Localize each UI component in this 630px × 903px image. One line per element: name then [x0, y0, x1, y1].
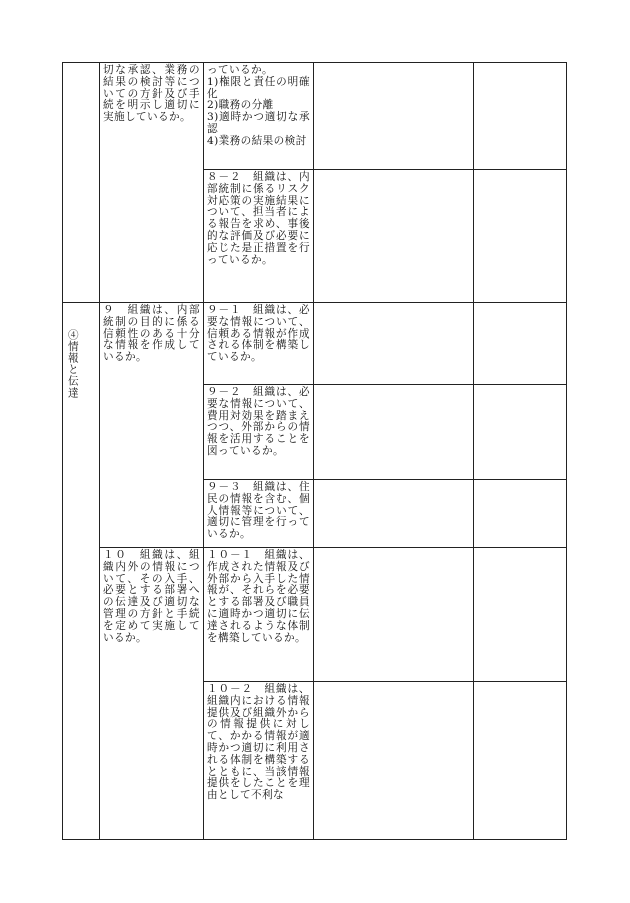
- evaluation-detail-8-1: っているか。 1)権限と責任の明確化 2)職務の分離 3)適時かつ適切な承認 4)業務の結果の検討: [204, 63, 314, 170]
- evaluation-detail-9-1: ９－１ 組織は、必要な情報について、信頼ある情報が作成される体制を構築しているか。: [204, 303, 314, 385]
- evaluation-detail-10-2: １０－２ 組織は、組織内における情報提供及び組織外からの情報提供に対して、かかる情報が適時かつ適切に利用される体制を構築するとともに、当該情報提供をしたことを理由として不利な: [204, 682, 314, 840]
- evaluation-table: [62, 62, 567, 840]
- evaluation-detail-9-2: ９－２ 組織は、必要な情報について、費用対効果を踏まえつつ、外部からの情報を活用することを図っているか。: [204, 385, 314, 480]
- evaluation-detail-9-3: ９－３ 組織は、住民の情報を含む、個人情報等について、適切に管理を行っているか。: [204, 480, 314, 548]
- evaluation-item-9: ９ 組織は、内部統制の目的に係る信頼性のある十分な情報を作成しているか。: [100, 303, 204, 548]
- table-row: [63, 548, 567, 682]
- table-row: [63, 303, 567, 385]
- evaluation-detail-10-1: １０－１ 組織は、作成された情報及び外部から入手した情報が、それらを必要とする部署及び職員に適時かつ適切に伝達されるような体制を構築しているか。: [204, 548, 314, 682]
- remarks-cell: [474, 548, 567, 682]
- remarks-cell: [474, 682, 567, 840]
- notes-cell: [314, 682, 474, 840]
- remarks-cell: [474, 170, 567, 303]
- notes-cell: [314, 63, 474, 170]
- table-row: [63, 63, 567, 170]
- notes-cell: [314, 303, 474, 385]
- category-label: ④情報と伝達: [66, 328, 79, 399]
- remarks-cell: [474, 303, 567, 385]
- evaluation-item-8: 切な承認、業務の結果の検討等についての方針及び手続を明示し適切に実施しているか。: [100, 63, 204, 303]
- notes-cell: [314, 385, 474, 480]
- category-information-communication: [63, 303, 100, 840]
- notes-cell: [314, 480, 474, 548]
- notes-cell: [314, 170, 474, 303]
- evaluation-detail-8-2: ８－２ 組織は、内部統制に係るリスク対応策の実施結果について、担当者による報告を求め、事後的な評価及び必要に応じた是正措置を行っているか。: [204, 170, 314, 303]
- remarks-cell: [474, 63, 567, 170]
- remarks-cell: [474, 480, 567, 548]
- category-cell: [63, 63, 100, 303]
- remarks-cell: [474, 385, 567, 480]
- notes-cell: [314, 548, 474, 682]
- evaluation-item-10: １０ 組織は、組織内外の情報について、その入手、必要とする部署への伝達及び適切な管理の方針と手続を定めて実施しているか。: [100, 548, 204, 840]
